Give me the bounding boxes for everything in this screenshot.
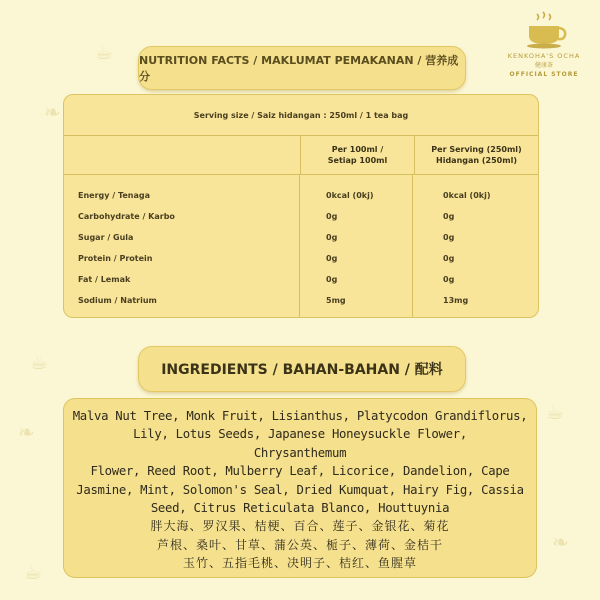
nutrition-table xyxy=(63,94,539,318)
header-per-serving xyxy=(415,136,538,174)
per-serving-value: 13mg xyxy=(443,296,469,305)
official-store-label: OFFICIAL STORE xyxy=(509,71,579,78)
ingredients-line: Malva Nut Tree, Monk Fruit, Lisianthus, Platycodon Grandiflorus, xyxy=(72,409,528,423)
per-serving-value: 0g xyxy=(443,275,455,284)
nutrient-label: Fat / Lemak xyxy=(78,275,131,284)
nutrient-label-column xyxy=(64,175,300,317)
per-serving-value: 0g xyxy=(443,212,455,221)
ingredients-line: Flower, Reed Root, Mulberry Leaf, Licorice, Dandelion, Cape xyxy=(90,464,510,479)
per-100ml-value: 0g xyxy=(326,212,338,221)
header-per-serving-line2: Hidangan (250ml) xyxy=(436,156,517,165)
nutrient-label: Carbohydrate / Karbo xyxy=(78,212,175,221)
per-100ml-value: 0g xyxy=(326,275,338,284)
brand-name: KENKOHA'S OCHA xyxy=(507,52,581,60)
header-blank-cell xyxy=(64,136,301,174)
nutrient-label: Sodium / Natrium xyxy=(78,296,157,305)
per-100ml-value: 0g xyxy=(326,233,338,242)
header-per-100ml-line2: Setiap 100ml xyxy=(327,156,388,165)
table-body xyxy=(64,175,538,317)
teacup-decoration-icon: ☕ xyxy=(24,560,42,584)
header-per-100ml-line1: Per 100ml / xyxy=(331,145,384,154)
per-serving-value: 0g xyxy=(443,233,455,242)
per-100ml-value: 5mg xyxy=(326,296,346,305)
per-serving-value: 0g xyxy=(443,254,455,263)
leaf-decoration-icon: ❧ xyxy=(552,530,569,554)
nutrition-facts-title: NUTRITION FACTS / MAKLUMAT PEMAKANAN / 营养成分 xyxy=(138,46,466,90)
brand-name-chinese: 健康茶 xyxy=(534,62,553,69)
nutrient-label: Protein / Protein xyxy=(78,254,153,263)
nutrient-label: Energy / Tenaga xyxy=(78,191,151,200)
ingredients-line-chinese: 芦根、桑叶、甘草、蒲公英、栀子、薄荷、金桔干 xyxy=(156,537,443,552)
per-serving-value: 0kcal (0kj) xyxy=(443,191,491,200)
per-100ml-value: 0g xyxy=(326,254,338,263)
per-100ml-value: 0kcal (0kj) xyxy=(326,191,374,200)
teacup-decoration-icon: ☕ xyxy=(30,350,48,374)
ingredients-line: Seed, Citrus Reticulata Blanco, Houttuynia xyxy=(150,501,450,516)
header-per-serving-line1: Per Serving (250ml) xyxy=(431,145,522,154)
per-serving-column xyxy=(413,175,538,317)
ingredients-line-chinese: 玉竹、五指毛桃、决明子、桔红、鱼腥草 xyxy=(182,556,417,571)
brand-logo xyxy=(498,10,590,90)
leaf-decoration-icon: ❧ xyxy=(44,100,61,124)
serving-size: Serving size / Saiz hidangan : 250ml / 1 tea bag xyxy=(64,95,538,136)
teacup-decoration-icon: ☕ xyxy=(95,40,113,64)
per-100ml-column xyxy=(300,175,413,317)
ingredients-line-chinese: 胖大海、罗汉果、桔梗、百合、莲子、金银花、菊花 xyxy=(150,519,450,534)
nutrient-label: Sugar / Gula xyxy=(78,233,134,242)
ingredients-line: Chrysanthemum xyxy=(253,445,347,460)
leaf-decoration-icon: ❧ xyxy=(18,420,35,444)
table-header-row xyxy=(64,136,538,175)
teacup-decoration-icon: ☕ xyxy=(546,400,564,424)
ingredients-title: INGREDIENTS / BAHAN-BAHAN / 配料 xyxy=(138,346,466,392)
teapot-logo-icon xyxy=(521,10,567,50)
ingredients-line: Jasmine, Mint, Solomon's Seal, Dried Kumquat, Hairy Fig, Cassia xyxy=(76,482,524,497)
ingredients-box xyxy=(63,398,537,578)
header-per-100ml xyxy=(301,136,415,174)
ingredients-line: Lily, Lotus Seeds, Japanese Honeysuckle Flower, xyxy=(133,427,467,442)
